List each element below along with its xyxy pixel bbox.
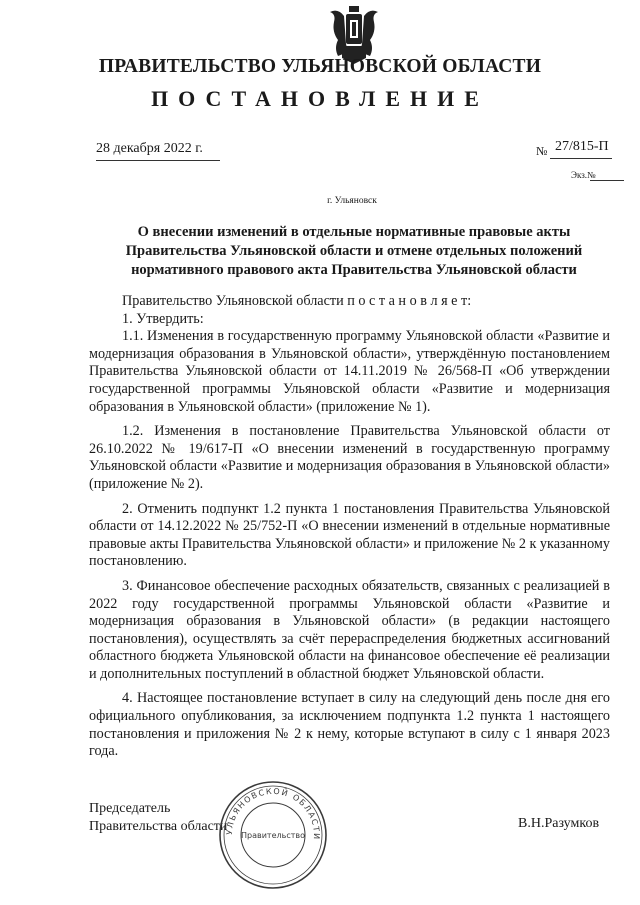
document-type: ПОСТАНОВЛЕНИЕ (151, 86, 489, 111)
document-date: 28 декабря 2022 г. (96, 141, 203, 156)
item-1: 1. Утвердить: (122, 310, 204, 327)
item-2: 2. Отменить подпункт 1.2 пункта 1 постановления Правительства Ульяновской области от 14.12.2022 № 25/752-П «О внесении изменений в отдельные нормативные правовые акты Правительства Ульяновской области» и приложение № 2 к указанному постановлению. (89, 500, 610, 570)
date-underline (96, 160, 220, 161)
preamble: Правительство Ульяновской области п о с т а н о в л я е т: (122, 293, 472, 309)
signatory-position (89, 800, 227, 836)
item-4: 4. Настоящее постановление вступает в силу на следующий день после дня его официального опубликования, за исключением подпункта 1.2 пункта 1 настоящего постановления и приложения № 2 к нему, которые вступают в силу с 1 января 2023 года. (89, 690, 610, 760)
number-underline (550, 158, 612, 159)
item-1-1: 1.1. Изменения в государственную программу Ульяновской области «Развитие и модернизация образования в Ульяновской области», утверждённую постановлением Правительства Ульяновской области от 14.11.2019 № 26/568-П «Об утверждении государственной программы Ульяновской области «Развитие и модернизация образования в Ульяновской области» (приложение № 1). (89, 328, 610, 415)
signatory-name: В.Н.Разумков (518, 816, 600, 831)
item-1-2: 1.2. Изменения в постановление Правительства Ульяновской области от 26.10.2022 № 19/617-П «О внесении изменений в государственную программу Ульяновской области «Развитие и модернизация образования в Ульяновской области» (приложение № 2). (89, 423, 610, 492)
item-3: 3. Финансовое обеспечение расходных обязательств, связанных с реализацией в 2022 году государственной программы Ульяновской области «Развитие и модернизация образования в Ульяновской области» (в редакции настоящего постановления), осуществлять за счёт перераспределения бюджетных ассигнований областного бюджета Ульяновской области на финансовое обеспечение её реализации и дополнительных поступлений в областной бюджет Ульяновской области. (89, 577, 610, 682)
copy-number-underline (590, 180, 624, 181)
stamp-center-text: Правительство (241, 831, 305, 840)
document-title: О внесении изменений в отдельные нормативные правовые акты Правительства Ульяновской области и отмене отдельных положений нормативного правового акта Правительства Ульяновской области (125, 224, 583, 278)
document-number: 27/815-П (555, 139, 609, 154)
copy-number-label: Экз.№ (571, 170, 596, 180)
document-body (89, 293, 610, 761)
signatory-position-line-2: Правительства области (89, 819, 228, 834)
government-name: ПРАВИТЕЛЬСТВО УЛЬЯНОВСКОЙ ОБЛАСТИ (98, 56, 542, 77)
city: г. Ульяновск (327, 196, 377, 206)
signatory-position-line-1: Председатель (89, 801, 171, 816)
official-stamp (217, 779, 329, 891)
number-prefix: № (536, 144, 548, 158)
stamp-ring-text: УЛЬЯНОВСКОЙ ОБЛАСТИ (224, 786, 322, 841)
